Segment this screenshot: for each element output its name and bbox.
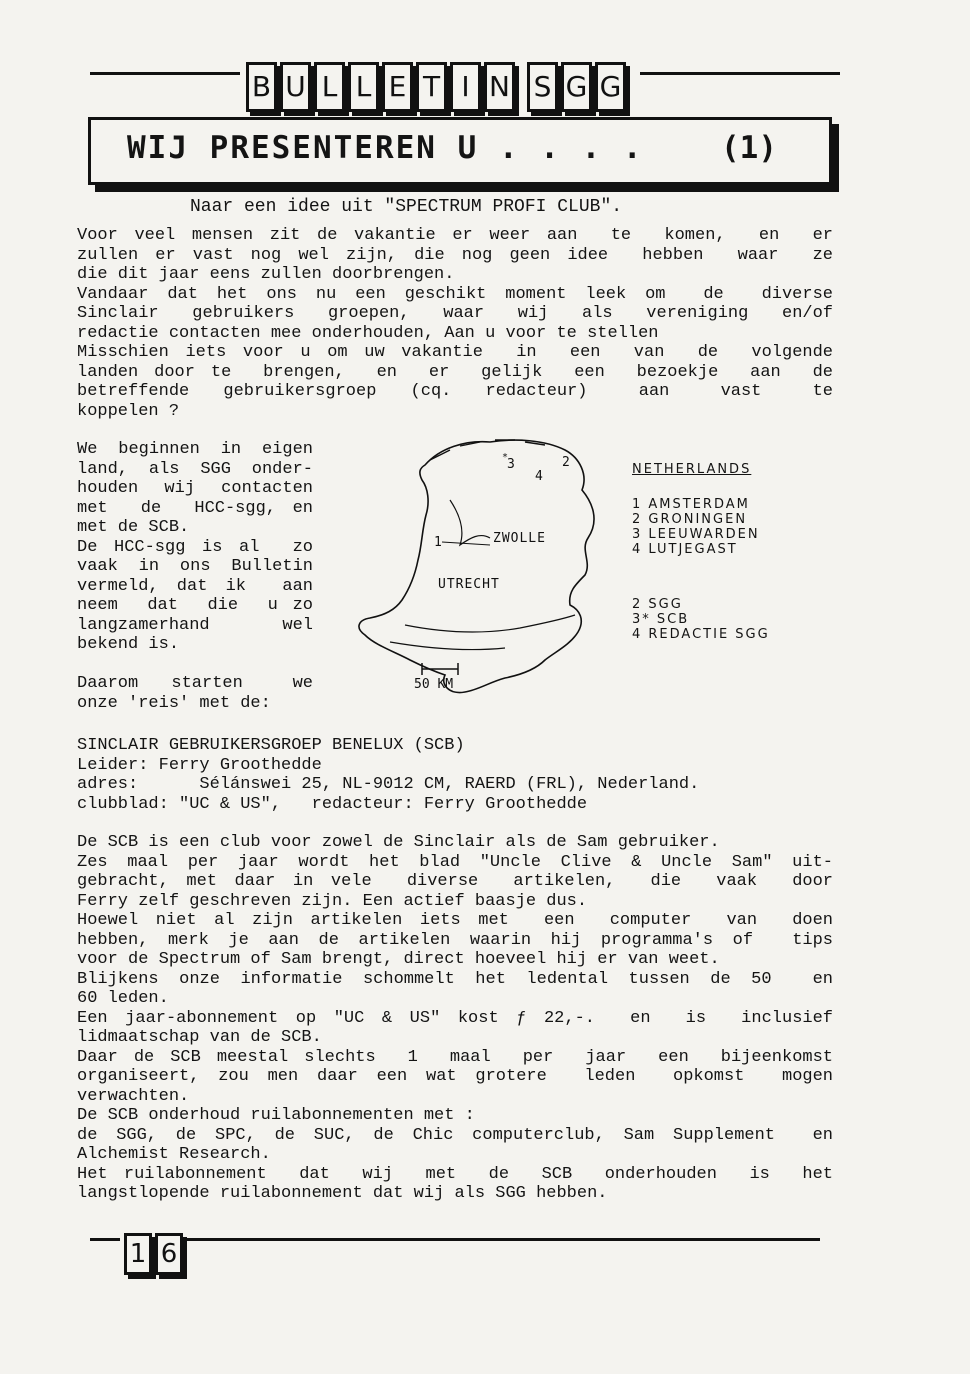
text-line: landen door te brengen, en er gelijk een bezoekje aan de bbox=[77, 362, 833, 382]
paragraph-scb bbox=[77, 833, 833, 1204]
map-marker-3-star: * bbox=[502, 452, 509, 463]
header-rule-left bbox=[90, 72, 240, 75]
banner-letter: B bbox=[246, 62, 277, 112]
text-line: Ferry zelf geschreven zijn. Een actief baasje dus. bbox=[77, 891, 588, 911]
bulletin-sgg-banner bbox=[246, 62, 626, 112]
banner-letter: I bbox=[450, 62, 481, 112]
text-line: Zes maal per jaar wordt het blad "Uncle Clive & Uncle Sam" uit- bbox=[77, 852, 833, 872]
article-title-box bbox=[88, 117, 832, 185]
map-marker-4: 4 bbox=[535, 469, 543, 484]
article-part-number: (1) bbox=[721, 130, 777, 166]
text-line: De SCB onderhoud ruilabonnementen met : bbox=[77, 1106, 475, 1125]
banner-letter: S bbox=[527, 62, 558, 112]
banner-letter: E bbox=[382, 62, 413, 112]
text-line: hebben, merk je aan de artikelen waarin hij programma's of tips bbox=[77, 930, 833, 950]
scb-address: adres: Sélánswei 25, NL-9012 CM, RAERD (FRL), Nederland. bbox=[77, 775, 700, 794]
legend-city: 3 LEEUWARDEN bbox=[632, 527, 760, 542]
page-digit: 1 bbox=[124, 1233, 152, 1275]
map-label-utrecht: UTRECHT bbox=[438, 577, 500, 592]
text-line: Daar de SCB meestal slechts 1 maal per jaar een bijeenkomst bbox=[77, 1047, 833, 1067]
map-leader-line bbox=[442, 542, 490, 545]
text-line: gebracht, met daar in vele diverse artikelen, die vaak door bbox=[77, 872, 833, 891]
text-line: houden wij contacten bbox=[77, 479, 313, 498]
text-line: Het ruilabonnement dat wij met de SCB onderhouden is het bbox=[77, 1164, 833, 1184]
legend-group: 4 REDACTIE SGG bbox=[632, 627, 770, 642]
text-line: Vandaar dat het ons nu een geschikt moment leek om de diverse bbox=[77, 284, 833, 304]
banner-letter: G bbox=[595, 62, 626, 112]
text-line: met de HCC-sgg, en bbox=[77, 498, 313, 518]
legend-heading: NETHERLANDS bbox=[632, 462, 752, 477]
text-line: redactie contacten mee onderhouden, Aan u voor te stellen bbox=[77, 323, 659, 343]
text-line: vaak in ons Bulletin bbox=[77, 557, 313, 576]
text-line: organiseert, zou men daar een wat grotere leden opkomst mogen bbox=[77, 1067, 833, 1086]
text-line: zullen er vast nog wel zijn, die nog geen idee hebben waar ze bbox=[77, 245, 833, 265]
map-islands bbox=[430, 440, 545, 460]
map-marker-1: 1 bbox=[434, 535, 442, 550]
footer-rule-right bbox=[185, 1238, 820, 1241]
map-inner-sea bbox=[450, 500, 490, 545]
text-line: langzamerhand wel bbox=[77, 615, 313, 635]
text-line: Voor veel mensen zit de vakantie er weer aan te komen, en er bbox=[77, 226, 833, 245]
banner-letter: G bbox=[561, 62, 592, 112]
banner-letter: T bbox=[416, 62, 447, 112]
map-marker-2: 2 bbox=[562, 455, 570, 470]
text-line: land, als SGG onder- bbox=[77, 459, 313, 479]
text-line: neem dat die u zo bbox=[77, 596, 313, 615]
article-title: WIJ PRESENTEREN U . . . . bbox=[127, 130, 644, 166]
map-legend-cities bbox=[632, 462, 760, 557]
banner-letter: N bbox=[484, 62, 515, 112]
intro-line: Naar een idee uit "SPECTRUM PROFI CLUB". bbox=[190, 197, 623, 217]
text-line: koppelen ? bbox=[77, 401, 180, 421]
text-line: met de SCB. bbox=[77, 518, 190, 537]
map-river-2 bbox=[390, 642, 505, 650]
legend-city: 2 GRONINGEN bbox=[632, 512, 748, 527]
banner-letter: L bbox=[314, 62, 345, 112]
text-line: Hoewel niet al zijn artikelen iets met een computer van doen bbox=[77, 911, 833, 930]
map-legend-groups bbox=[632, 597, 770, 642]
text-line: voor de Spectrum of Sam brengt, direct hoeveel hij er van weet. bbox=[77, 950, 720, 969]
legend-group: 3* SCB bbox=[632, 612, 690, 627]
text-line: bekend is. bbox=[77, 635, 180, 654]
page-digit: 6 bbox=[155, 1233, 183, 1275]
map-marker-3: 3 bbox=[507, 457, 515, 472]
page-number bbox=[124, 1233, 183, 1275]
scb-clubblad: clubblad: "UC & US", redacteur: Ferry Groothedde bbox=[77, 794, 588, 814]
text-line: de SGG, de SPC, de SUC, de Chic computerclub, Sam Supplement en bbox=[77, 1125, 833, 1145]
text-line: lidmaatschap van de SCB. bbox=[77, 1028, 322, 1047]
scb-leader: Leider: Ferry Groothedde bbox=[77, 755, 322, 775]
text-line: Een jaar-abonnement op "UC & US" kost ƒ 22,-. en is inclusief bbox=[77, 1008, 833, 1028]
left-column bbox=[77, 440, 313, 713]
text-line: 60 leden. bbox=[77, 989, 169, 1008]
text-line: betreffende gebruikersgroep (cq. redacteur) aan vast te bbox=[77, 382, 833, 401]
legend-city: 4 LUTJEGAST bbox=[632, 542, 738, 557]
text-line: De SCB is een club voor zowel de Sinclair als de Sam gebruiker. bbox=[77, 833, 720, 852]
paragraph-intro bbox=[77, 226, 833, 421]
text-line: Daarom starten we bbox=[77, 674, 313, 693]
header-rule-right bbox=[640, 72, 840, 75]
banner-letter: L bbox=[348, 62, 379, 112]
text-line: die dit jaar eens zullen doorbrengen. bbox=[77, 265, 455, 284]
text-line: Alchemist Research. bbox=[77, 1145, 271, 1164]
map-scale-label: 50 KM bbox=[414, 677, 454, 692]
text-line: onze 'reis' met de: bbox=[77, 693, 271, 713]
footer-rule-left bbox=[90, 1238, 120, 1241]
text-line: Misschien iets voor u om uw vakantie in een van de volgende bbox=[77, 343, 833, 362]
text-line: We beginnen in eigen bbox=[77, 440, 313, 459]
text-line: De HCC-sgg is al zo bbox=[77, 537, 313, 557]
legend-group: 2 SGG bbox=[632, 597, 683, 612]
map-river bbox=[405, 615, 575, 632]
text-line bbox=[77, 655, 313, 675]
text-line: Blijkens onze informatie schommelt het ledental tussen de 50 en bbox=[77, 969, 833, 989]
scb-name: SINCLAIR GEBRUIKERSGROEP BENELUX (SCB) bbox=[77, 736, 465, 755]
map-outline bbox=[359, 440, 594, 692]
text-line: verwachten. bbox=[77, 1086, 190, 1106]
banner-letter: U bbox=[280, 62, 311, 112]
text-line: Sinclair gebruikers groepen, waar wij als vereniging en/of bbox=[77, 304, 833, 323]
text-line: langstlopende ruilabonnement dat wij als SGG hebben. bbox=[77, 1184, 608, 1203]
text-line: vermeld, dat ik aan bbox=[77, 576, 313, 596]
map-label-zwolle: ZWOLLE bbox=[493, 531, 546, 546]
legend-city: 1 AMSTERDAM bbox=[632, 497, 750, 512]
banner-spacer bbox=[518, 62, 524, 106]
scb-contact-block bbox=[77, 736, 699, 814]
